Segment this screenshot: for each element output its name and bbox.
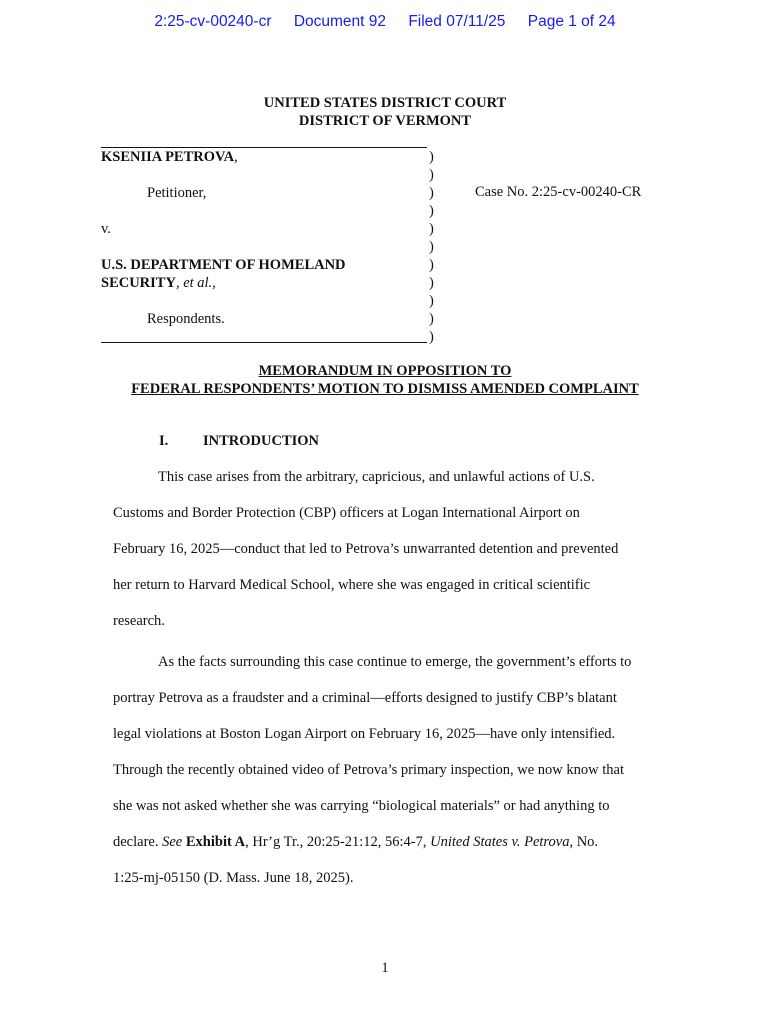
petitioner-name: KSENIIA PETROVA, (101, 149, 238, 165)
text-line: research. (113, 613, 165, 629)
text-line: portray Petrova as a fraudster and a criminal—efforts designed to justify CBP’s blatant (113, 690, 617, 706)
text-line: legal violations at Boston Logan Airport on February 16, 2025—have only intensified. (113, 726, 616, 742)
court-heading (0, 94, 770, 130)
document-title-line2: FEDERAL RESPONDENTS’ MOTION TO DISMISS AMENDED COMPLAINT (131, 381, 639, 397)
text-line: February 16, 2025—conduct that led to Petrova’s unwarranted detention and prevented (113, 541, 619, 557)
ecf-page-count: Page 1 of 24 (527, 13, 616, 30)
text-line: she was not asked whether she was carrying “biological materials” or had anything to (113, 798, 610, 814)
text-line: This case arises from the arbitrary, capricious, and unlawful actions of U.S. (158, 469, 595, 485)
paragraph-2 (113, 644, 658, 896)
section-title: INTRODUCTION (203, 433, 320, 449)
court-district: DISTRICT OF VERMONT (298, 113, 472, 129)
respondent-role: Respondents. (147, 311, 225, 327)
petitioner-role: Petitioner, (147, 185, 207, 201)
section-heading (159, 433, 320, 450)
respondent-name-line1: U.S. DEPARTMENT OF HOMELAND (101, 257, 346, 273)
case-number: Case No. 2:25-cv-00240-CR (475, 184, 642, 200)
citation-line: declare. See Exhibit A, Hr’g Tr., 20:25-21:12, 56:4-7, United States v. Petrova, No. (113, 834, 599, 850)
text-line: Customs and Border Protection (CBP) officers at Logan International Airport on (113, 505, 580, 521)
ecf-case-number: 2:25-cv-00240-cr (154, 13, 272, 30)
caption-bottom-rule (101, 342, 427, 343)
ecf-filed-date: Filed 07/11/25 (408, 13, 506, 30)
document-title-line1: MEMORANDUM IN OPPOSITION TO (258, 363, 512, 379)
versus: v. (101, 221, 111, 237)
text-line: 1:25-mj-05150 (D. Mass. June 18, 2025). (113, 870, 354, 886)
respondent-name-line2: SECURITY, et al., (101, 275, 216, 291)
document-title (0, 362, 770, 398)
text-line: Through the recently obtained video of Petrova’s primary inspection, we now know that (113, 762, 624, 778)
court-name: UNITED STATES DISTRICT COURT (263, 95, 507, 111)
text-line: As the facts surrounding this case continue to emerge, the government’s efforts to (158, 654, 632, 670)
text-line: her return to Harvard Medical School, where she was engaged in critical scientific (113, 577, 591, 593)
page-number: 1 (381, 960, 389, 976)
paragraph-1 (113, 459, 658, 639)
exhibit-reference: Exhibit A (185, 834, 246, 850)
ecf-document-number: Document 92 (293, 13, 387, 30)
ecf-filing-header (0, 13, 770, 31)
case-citation: United States v. Petrova (430, 834, 570, 850)
caption-parentheses: ) ) ) ) ) ) ) ) ) ) ) (429, 149, 434, 345)
section-number: I. (159, 433, 169, 449)
